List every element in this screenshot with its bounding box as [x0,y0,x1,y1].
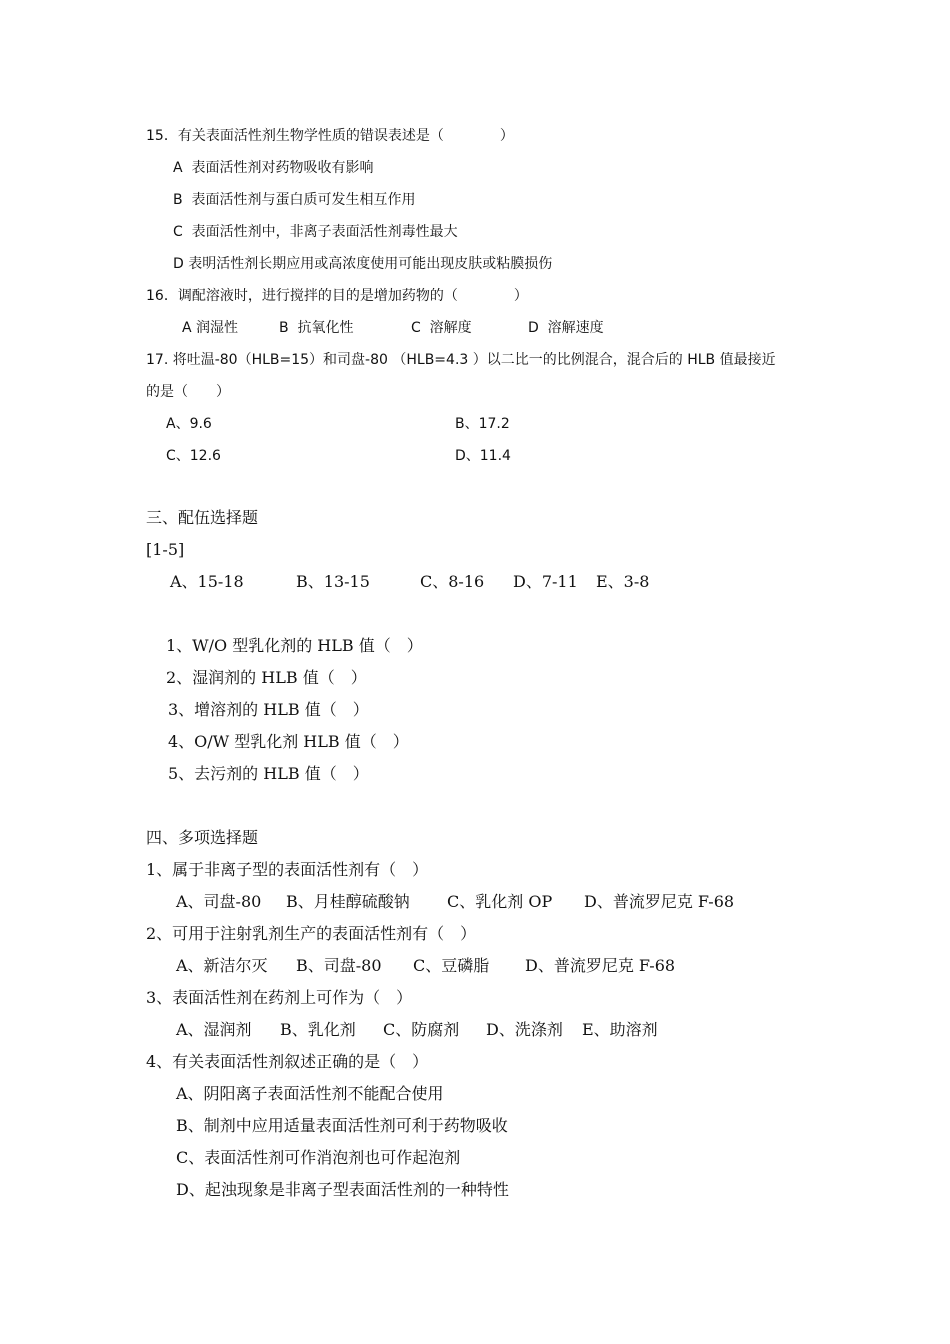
section-4-question-3-option-a: A、湿润剂 [176,1020,252,1039]
question-15-stem: 15．有关表面活性剂生物学性质的错误表述是（ ） [146,128,514,144]
section-4-question-4-stem: 4、有关表面活性剂叙述正确的是（ ） [146,1052,429,1071]
section-3-option-e: E、3-8 [596,572,650,591]
section-4-question-4-option-d: D、起浊现象是非离子型表面活性剂的一种特性 [176,1180,509,1199]
section-3-title: 三、配伍选择题 [146,508,259,527]
section-4-question-1-option-b: B、月桂醇硫酸钠 [286,892,410,911]
question-15-option-a: A 表面活性剂对药物吸收有影响 [173,160,374,176]
section-3-question-4: 4、O/W 型乳化剂 HLB 值（ ） [168,732,409,751]
question-17-option-b: B、17.2 [455,416,510,432]
section-4-question-1-option-a: A、司盘-80 [176,892,262,911]
question-16-option-d: D 溶解速度 [528,320,604,336]
question-17-stem-line1: 17. 将吐温-80（HLB=15）和司盘-80 （HLB=4.3 ）以二比一的比例混合，混合后的 HLB 值最接近 [146,352,776,368]
question-16-option-c: C 溶解度 [411,320,472,336]
section-4-question-2-option-b: B、司盘-80 [296,956,382,975]
section-4-question-3-stem: 3、表面活性剂在药剂上可作为（ ） [146,988,413,1007]
section-3-question-1: 1、W/O 型乳化剂的 HLB 值（ ） [166,636,423,655]
section-3-group-label: [1-5] [146,540,185,559]
section-4-question-1-option-d: D、普流罗尼克 F-68 [584,892,735,911]
section-4-question-3-option-d: D、洗涤剂 [486,1020,563,1039]
section-4-question-4-option-c: C、表面活性剂可作消泡剂也可作起泡剂 [176,1148,461,1167]
question-16-option-b: B 抗氧化性 [279,320,354,336]
section-4-question-3-option-b: B、乳化剂 [280,1020,356,1039]
section-3-option-c: C、8-16 [420,572,485,591]
section-4-title: 四、多项选择题 [146,828,259,847]
section-4-question-2-option-d: D、普流罗尼克 F-68 [525,956,676,975]
section-4-question-3-option-c: C、防腐剂 [383,1020,460,1039]
section-4-question-2-stem: 2、可用于注射乳剂生产的表面活性剂有（ ） [146,924,477,943]
section-4-question-4-option-b: B、制剂中应用适量表面活性剂可利于药物吸收 [176,1116,508,1135]
question-16-option-a: A 润湿性 [182,320,239,336]
question-15-option-b: B 表面活性剂与蛋白质可发生相互作用 [173,192,416,208]
question-17-option-a: A、9.6 [166,416,212,432]
section-3-question-5: 5、去污剂的 HLB 值（ ） [168,764,369,783]
section-3-option-b: B、13-15 [296,572,370,591]
section-4-question-4-option-a: A、阴阳离子表面活性剂不能配合使用 [176,1084,444,1103]
section-4-question-2-option-a: A、新洁尔灭 [176,956,268,975]
question-16-stem: 16．调配溶液时，进行搅拌的目的是增加药物的（ ） [146,288,528,304]
section-3-question-3: 3、增溶剂的 HLB 值（ ） [168,700,369,719]
section-4-question-1-stem: 1、属于非离子型的表面活性剂有（ ） [146,860,429,879]
section-3-question-2: 2、湿润剂的 HLB 值（ ） [166,668,367,687]
section-3-option-a: A、15-18 [170,572,244,591]
question-17-stem-line2: 的是（ ） [146,384,230,400]
question-17-option-d: D、11.4 [455,448,511,464]
question-15-option-c: C 表面活性剂中，非离子表面活性剂毒性最大 [173,224,458,240]
section-4-question-3-option-e: E、助溶剂 [582,1020,658,1039]
section-3-option-d: D、7-11 [513,572,578,591]
section-4-question-1-option-c: C、乳化剂 OP [447,892,553,911]
question-15-option-d: D 表明活性剂长期应用或高浓度使用可能出现皮肤或粘膜损伤 [173,256,553,272]
section-4-question-2-option-c: C、豆磷脂 [413,956,490,975]
question-17-option-c: C、12.6 [166,448,221,464]
